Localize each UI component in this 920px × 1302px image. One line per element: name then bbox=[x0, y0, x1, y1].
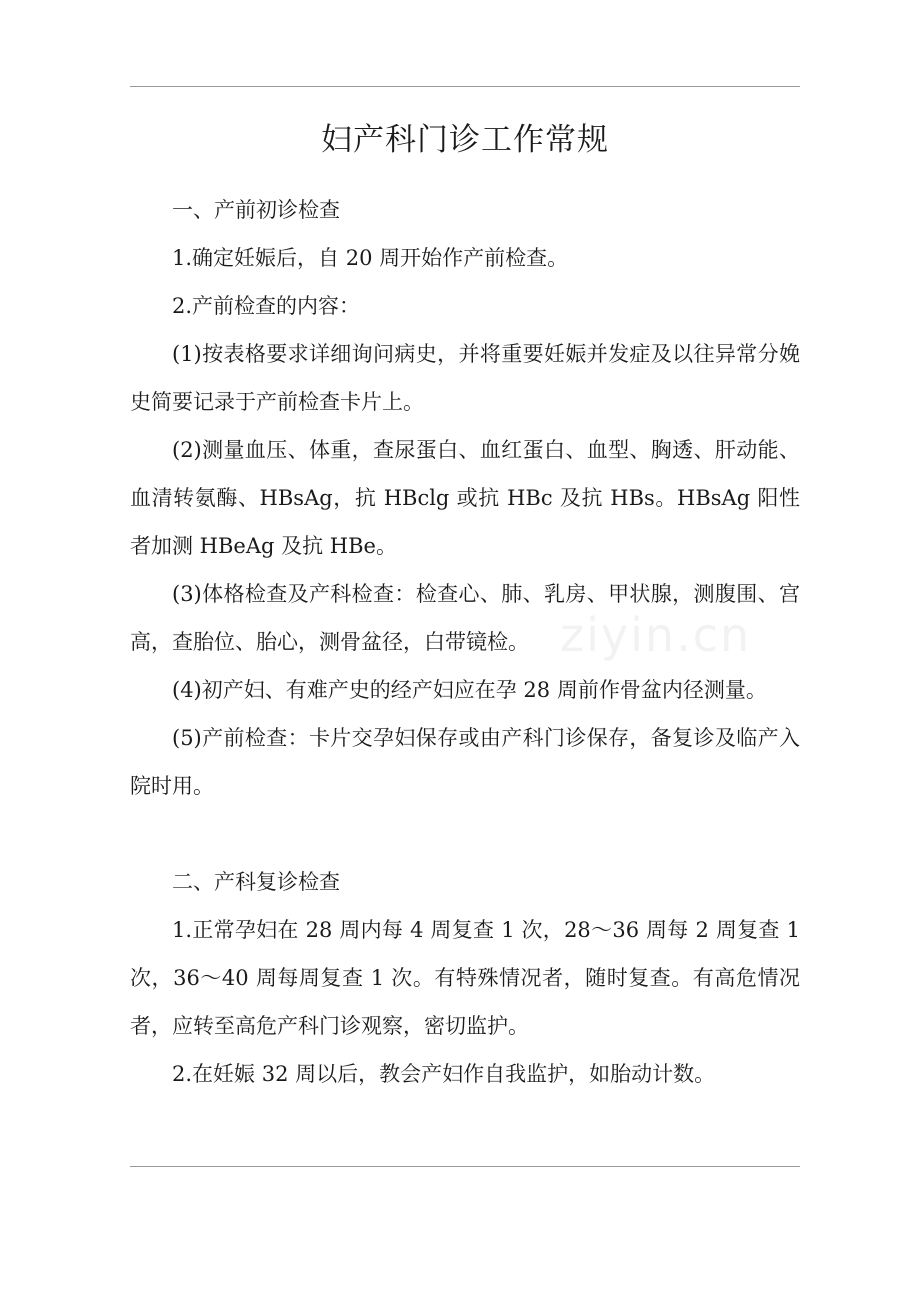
watermark: ziyin.cn bbox=[560, 608, 752, 662]
paragraph: (1)按表格要求详细询问病史，并将重要妊娠并发症及以往异常分娩史简要记录于产前检查卡片上。 bbox=[130, 342, 800, 414]
document-title: 妇产科门诊工作常规 bbox=[321, 122, 609, 158]
paragraph: 1.正常孕妇在 28 周内每 4 周复查 1 次，28～36 周每 2 周复查 1 次，36～40 周每周复查 1 次。有特殊情况者，随时复查。有高危情况者，应转至高危产科门诊观察，密切监护。 bbox=[130, 918, 800, 1038]
paragraph: 2.在妊娠 32 周以后，教会产妇作自我监护，如胎动计数。 bbox=[172, 1062, 716, 1086]
paragraph: (3)体格检查及产科检查：检查心、肺、乳房、甲状腺，测腹围、宫高，查胎位、胎心，测骨盆径，白带镜检。 bbox=[130, 582, 800, 654]
paragraph: (4)初产妇、有难产史的经产妇应在孕 28 周前作骨盆内径测量。 bbox=[172, 678, 767, 702]
bottom-divider bbox=[130, 1166, 800, 1167]
top-divider bbox=[130, 86, 800, 87]
paragraph: 2.产前检查的内容： bbox=[172, 294, 361, 318]
blank-line bbox=[130, 810, 800, 858]
document-body bbox=[130, 112, 800, 1098]
paragraph: 1.确定妊娠后，自 20 周开始作产前检查。 bbox=[172, 246, 569, 270]
section-heading-obstetric-followup: 二、产科复诊检查 bbox=[172, 870, 340, 894]
section-heading-prenatal-initial: 一、产前初诊检查 bbox=[172, 198, 340, 222]
paragraph: (5)产前检查：卡片交孕妇保存或由产科门诊保存，备复诊及临产入院时用。 bbox=[130, 726, 800, 798]
paragraph: (2)测量血压、体重，查尿蛋白、血红蛋白、血型、胸透、肝动能、血清转氨酶、HBsAg，抗 HBclg 或抗 HBc 及抗 HBs。HBsAg 阳性者加测 HBeAg 及抗 HBe。 bbox=[130, 438, 800, 558]
